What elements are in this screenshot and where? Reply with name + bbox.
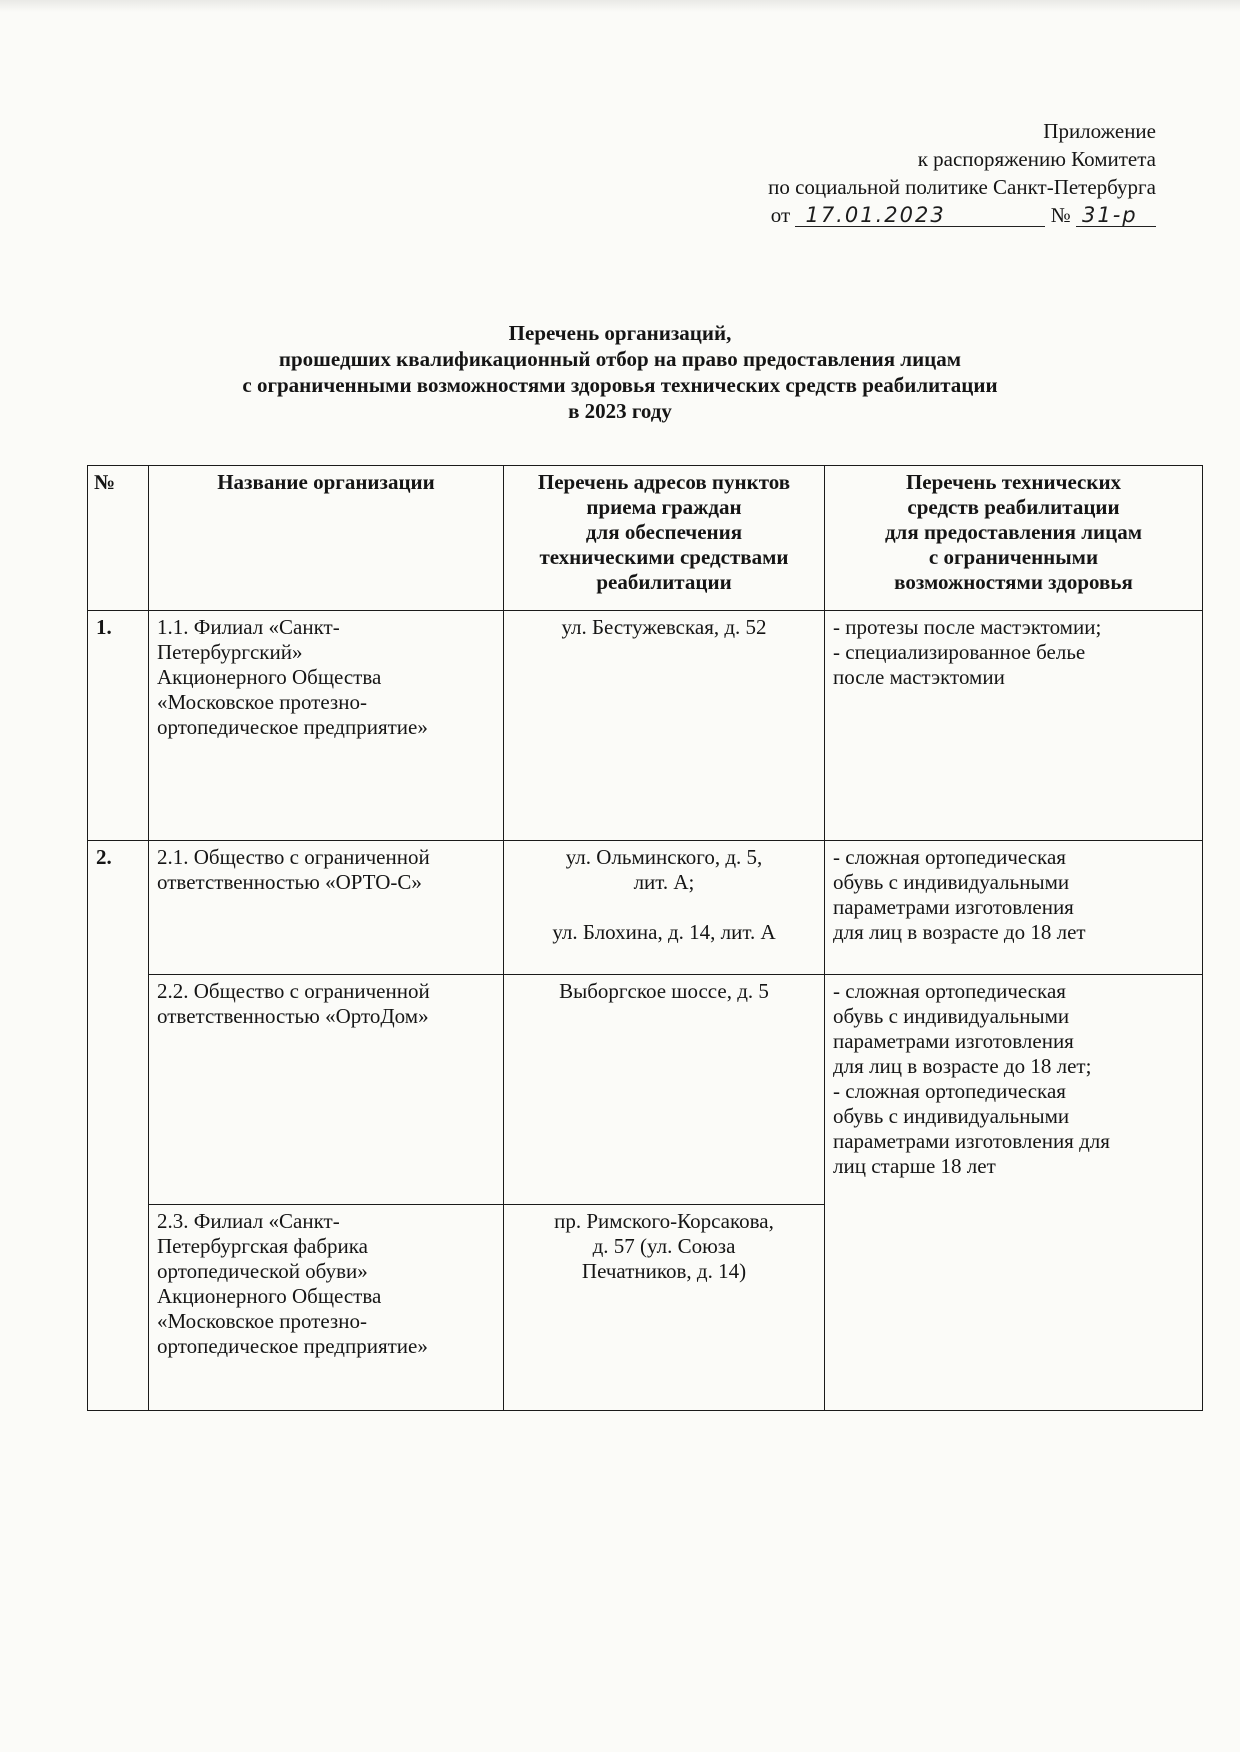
organization-name: 1.1. Филиал «Санкт- Петербургский» Акционерного Общества «Московское протезно- ортопедическое предприятие» <box>149 611 504 841</box>
reception-address: ул. Бестужевская, д. 52 <box>504 611 825 841</box>
address-spacer <box>512 895 816 920</box>
rehab-means-list: - сложная ортопедическая обувь с индивидуальными параметрами изготовления для лиц в возрасте до 18 лет; - сложная ортопедическая обувь с индивидуальными параметрами изготовления для лиц старше 18 лет <box>825 975 1203 1411</box>
organization-name: 2.1. Общество с ограниченной ответственностью «ОРТО-С» <box>149 841 504 975</box>
appendix-label: Приложение <box>1043 119 1156 143</box>
organizations-table <box>87 465 1203 1411</box>
appendix-committee: по социальной политике Санкт-Петербурга <box>768 175 1156 199</box>
appendix-date-number-line <box>596 201 1156 229</box>
table-row <box>88 611 1203 841</box>
row-number: 1. <box>88 611 149 841</box>
reception-address <box>504 841 825 975</box>
reception-address-1: ул. Ольминского, д. 5, лит. А; <box>565 845 763 894</box>
table-header-row <box>88 466 1203 611</box>
header-number: № <box>88 466 149 611</box>
organization-name: 2.2. Общество с ограниченной ответственностью «ОртоДом» <box>149 975 504 1205</box>
title-line-3: с ограниченными возможностями здоровья технических средств реабилитации <box>242 373 998 397</box>
date-prefix: от <box>770 203 791 227</box>
appendix-order-ref: к распоряжению Комитета <box>917 147 1156 171</box>
handwritten-date: 17.01.2023 <box>795 204 1045 227</box>
rehab-means-list: - протезы после мастэктомии; - специализированное белье после мастэктомии <box>825 611 1203 841</box>
reception-address: пр. Римского-Корсакова, д. 57 (ул. Союза Печатников, д. 14) <box>504 1205 825 1411</box>
header-rehab-means: Перечень технических средств реабилитации для предоставления лицам с ограниченными возможностями здоровья <box>825 466 1203 611</box>
scan-edge-shadow <box>0 0 1240 12</box>
document-title <box>100 320 1140 424</box>
table-row <box>88 841 1203 975</box>
handwritten-number: 31-р <box>1076 204 1156 227</box>
number-prefix: № <box>1050 203 1071 227</box>
organization-name: 2.3. Филиал «Санкт- Петербургская фабрика ортопедической обуви» Акционерного Общества «Московское протезно- ортопедическое предприятие» <box>149 1205 504 1411</box>
header-addresses: Перечень адресов пунктов приема граждан для обеспечения техническими средствами реабилитации <box>504 466 825 611</box>
rehab-means-list: - сложная ортопедическая обувь с индивидуальными параметрами изготовления для лиц в возрасте до 18 лет <box>825 841 1203 975</box>
appendix-header <box>596 117 1156 229</box>
title-line-2: прошедших квалификационный отбор на право предоставления лицам <box>278 347 962 371</box>
header-organization: Название организации <box>149 466 504 611</box>
row-number: 2. <box>88 841 149 1411</box>
title-line-1: Перечень организаций, <box>508 321 732 345</box>
reception-address-2: ул. Блохина, д. 14, лит. А <box>552 920 776 944</box>
title-line-4: в 2023 году <box>568 399 672 423</box>
reception-address: Выборгское шоссе, д. 5 <box>504 975 825 1205</box>
table-row <box>88 975 1203 1205</box>
